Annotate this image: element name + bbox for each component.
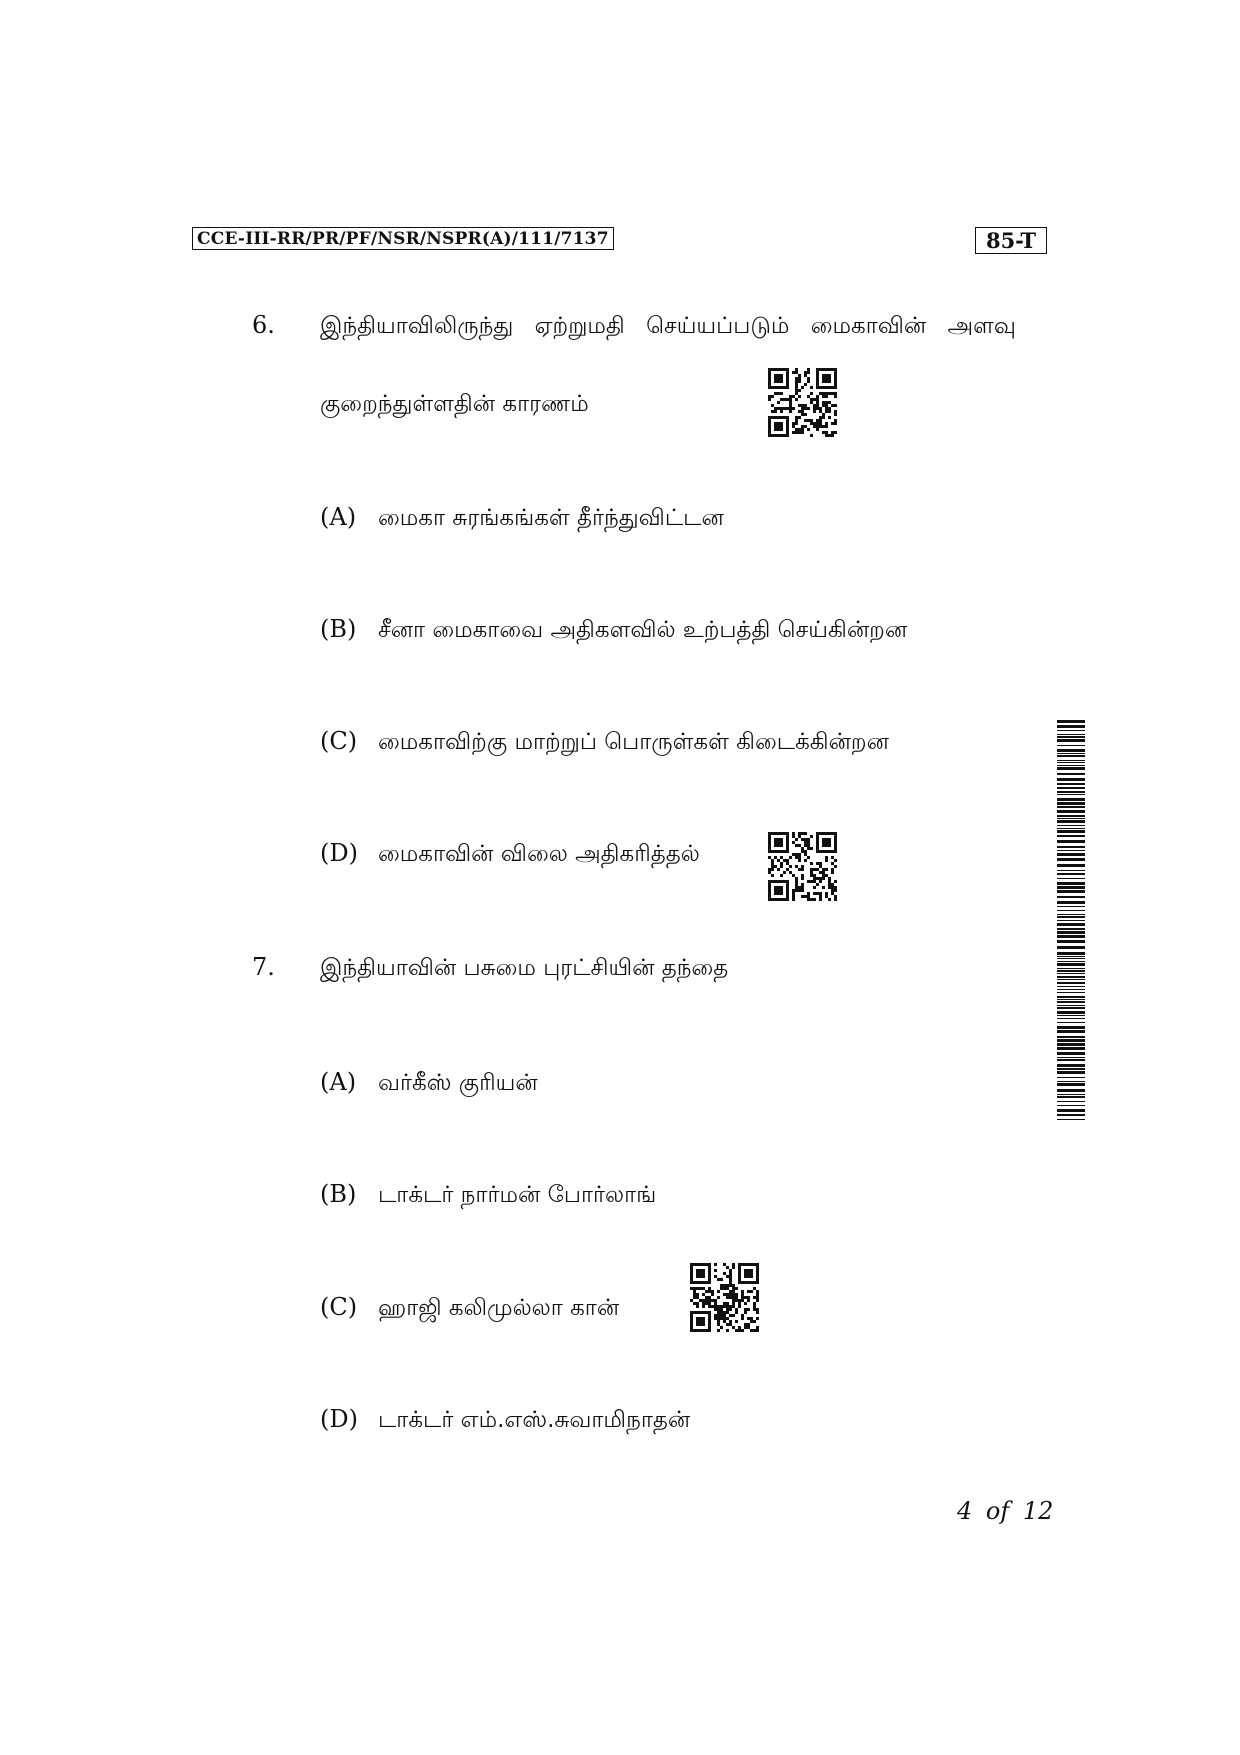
question-text: இந்தியாவிலிருந்து ஏற்றுமதி செய்யப்படும் மைகாவின் அளவு (320, 313, 1016, 339)
option-d[interactable] (320, 839, 700, 870)
option-text: டாக்டர் நார்மன் போர்லாங் (378, 1182, 657, 1208)
option-a[interactable] (320, 503, 724, 534)
option-label: (B) (320, 615, 357, 643)
option-a[interactable] (320, 1068, 538, 1099)
option-c[interactable] (320, 1293, 619, 1324)
qr-code-icon (690, 1263, 759, 1332)
question-number: 6. (252, 311, 275, 339)
option-label: (C) (320, 727, 358, 755)
qr-code-icon (768, 368, 837, 437)
question-number: 7. (252, 953, 275, 981)
question-text: இந்தியாவின் பசுமை புரட்சியின் தந்தை (320, 955, 729, 981)
option-label: (D) (320, 839, 358, 867)
option-b[interactable] (320, 1180, 656, 1211)
option-label: (B) (320, 1180, 357, 1208)
paper-code-box: 85-T (975, 227, 1047, 254)
option-label: (C) (320, 1293, 358, 1321)
option-b[interactable] (320, 615, 907, 646)
option-d[interactable] (320, 1405, 690, 1436)
question-text-continued: குறைந்துள்ளதின் காரணம் (320, 391, 589, 417)
option-text: ஹாஜி கலிமுல்லா கான் (378, 1295, 620, 1321)
option-text: மைகாவின் விலை அதிகரித்தல் (378, 841, 700, 867)
option-text: மைகாவிற்கு மாற்றுப் பொருள்கள் கிடைக்கின்றன (378, 729, 889, 755)
option-label: (A) (320, 503, 357, 531)
option-text: வர்கீஸ் குரியன் (378, 1070, 538, 1096)
option-text: டாக்டர் எம்.எஸ்.சுவாமிநாதன் (378, 1407, 691, 1433)
option-text: மைகா சுரங்கங்கள் தீர்ந்துவிட்டன (378, 505, 724, 531)
option-text: சீனா மைகாவை அதிகளவில் உற்பத்தி செய்கின்றன (378, 617, 908, 643)
option-label: (D) (320, 1405, 358, 1433)
page-number: 4 of 12 (957, 1497, 1054, 1525)
option-label: (A) (320, 1068, 357, 1096)
barcode-icon (1057, 720, 1085, 1125)
option-c[interactable] (320, 727, 889, 758)
qr-code-icon (768, 832, 837, 901)
exam-code: CCE-III-RR/PR/PF/NSR/NSPR(A)/111/7137 (192, 227, 614, 250)
